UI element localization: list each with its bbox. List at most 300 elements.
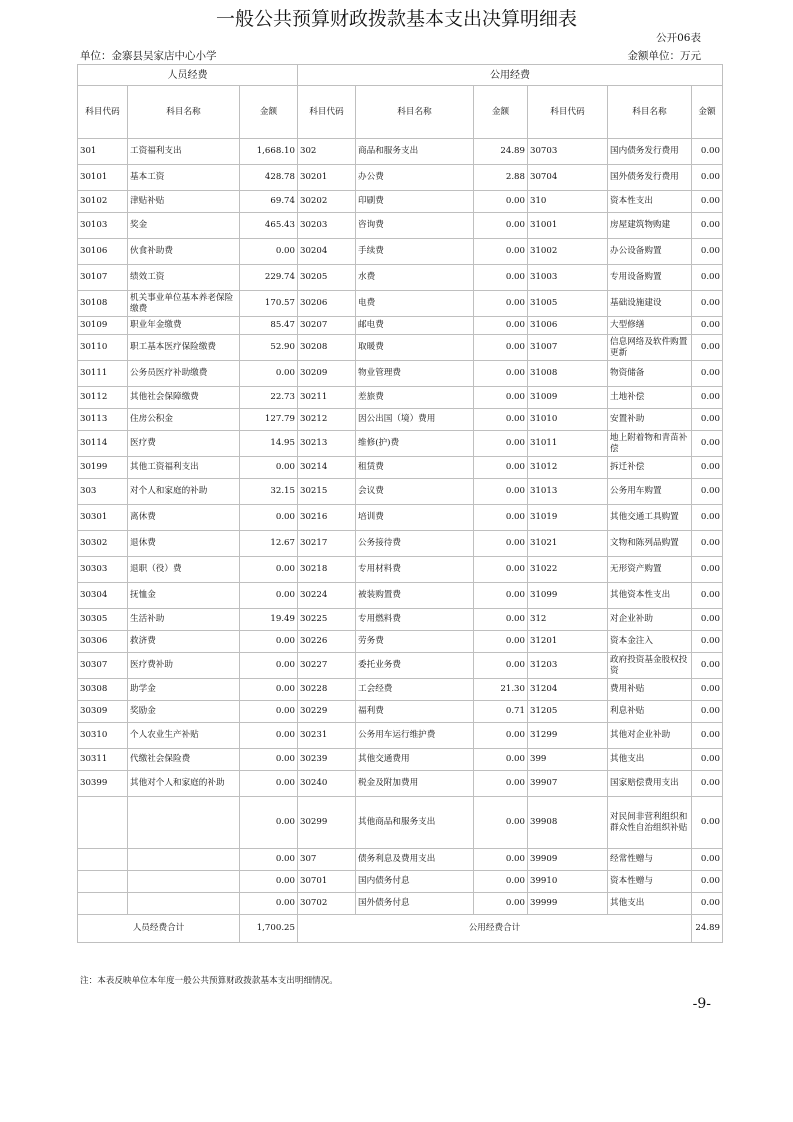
footnote: 注：本表反映单位本年度一般公共预算财政拨款基本支出明细情况。 bbox=[80, 976, 338, 986]
public-amount: 21.30 bbox=[474, 679, 528, 701]
personnel-code: 30306 bbox=[78, 631, 128, 653]
personnel-name: 机关事业单位基本养老保险缴费 bbox=[128, 291, 240, 317]
table-row bbox=[78, 317, 723, 335]
personnel-code: 30302 bbox=[78, 531, 128, 557]
personnel-total-label: 人员经费合计 bbox=[78, 915, 240, 943]
public-code: 30205 bbox=[298, 265, 356, 291]
public-name: 手续费 bbox=[356, 239, 474, 265]
public-code: 30212 bbox=[298, 409, 356, 431]
personnel-amount: 32.15 bbox=[240, 479, 298, 505]
personnel-code: 30305 bbox=[78, 609, 128, 631]
public-code-2: 31003 bbox=[528, 265, 608, 291]
public-name: 会议费 bbox=[356, 479, 474, 505]
public-amount-2: 0.00 bbox=[692, 165, 723, 191]
public-name: 专用燃料费 bbox=[356, 609, 474, 631]
public-name-2: 费用补贴 bbox=[608, 679, 692, 701]
personnel-amount: 127.79 bbox=[240, 409, 298, 431]
table-row bbox=[78, 457, 723, 479]
public-code-2: 31011 bbox=[528, 431, 608, 457]
public-amount-2: 0.00 bbox=[692, 771, 723, 797]
public-name-2: 拆迁补偿 bbox=[608, 457, 692, 479]
public-code-2: 39909 bbox=[528, 849, 608, 871]
public-amount-2: 0.00 bbox=[692, 479, 723, 505]
public-amount: 0.00 bbox=[474, 797, 528, 849]
personnel-amount: 0.00 bbox=[240, 361, 298, 387]
public-name: 公务用车运行维护费 bbox=[356, 723, 474, 749]
personnel-name bbox=[128, 893, 240, 915]
personnel-amount: 85.47 bbox=[240, 317, 298, 335]
personnel-name: 退休费 bbox=[128, 531, 240, 557]
public-name: 印刷费 bbox=[356, 191, 474, 213]
public-code: 30299 bbox=[298, 797, 356, 849]
public-code-2: 31010 bbox=[528, 409, 608, 431]
personnel-amount: 1,668.10 bbox=[240, 139, 298, 165]
public-name: 取暖费 bbox=[356, 335, 474, 361]
personnel-code: 30112 bbox=[78, 387, 128, 409]
public-name-2: 其他支出 bbox=[608, 749, 692, 771]
personnel-amount: 22.73 bbox=[240, 387, 298, 409]
public-name: 公务接待费 bbox=[356, 531, 474, 557]
public-code-2: 31007 bbox=[528, 335, 608, 361]
public-amount-2: 0.00 bbox=[692, 583, 723, 609]
personnel-name: 医疗费补助 bbox=[128, 653, 240, 679]
public-amount: 0.00 bbox=[474, 239, 528, 265]
personnel-name: 奖金 bbox=[128, 213, 240, 239]
public-code: 30202 bbox=[298, 191, 356, 213]
public-code: 30207 bbox=[298, 317, 356, 335]
personnel-name: 职业年金缴费 bbox=[128, 317, 240, 335]
public-code: 30217 bbox=[298, 531, 356, 557]
personnel-name: 住房公积金 bbox=[128, 409, 240, 431]
public-name-2: 资本性赠与 bbox=[608, 871, 692, 893]
personnel-name: 离休费 bbox=[128, 505, 240, 531]
public-code-2: 31099 bbox=[528, 583, 608, 609]
personnel-code: 30311 bbox=[78, 749, 128, 771]
public-name: 福利费 bbox=[356, 701, 474, 723]
public-name: 邮电费 bbox=[356, 317, 474, 335]
public-name: 国内债务付息 bbox=[356, 871, 474, 893]
public-amount-2: 0.00 bbox=[692, 239, 723, 265]
table-row bbox=[78, 213, 723, 239]
public-code: 30227 bbox=[298, 653, 356, 679]
public-name: 水费 bbox=[356, 265, 474, 291]
personnel-code: 30303 bbox=[78, 557, 128, 583]
personnel-code: 30199 bbox=[78, 457, 128, 479]
personnel-name: 公务员医疗补助缴费 bbox=[128, 361, 240, 387]
personnel-name: 伙食补助费 bbox=[128, 239, 240, 265]
table-row bbox=[78, 797, 723, 849]
personnel-code: 30111 bbox=[78, 361, 128, 387]
public-code-2: 31205 bbox=[528, 701, 608, 723]
personnel-name: 生活补助 bbox=[128, 609, 240, 631]
public-amount-2: 0.00 bbox=[692, 387, 723, 409]
public-code: 30229 bbox=[298, 701, 356, 723]
public-code-2: 39999 bbox=[528, 893, 608, 915]
public-name: 电费 bbox=[356, 291, 474, 317]
public-amount-2: 0.00 bbox=[692, 191, 723, 213]
public-name-2: 资本性支出 bbox=[608, 191, 692, 213]
public-code-2: 31019 bbox=[528, 505, 608, 531]
personnel-total-amount: 1,700.25 bbox=[240, 915, 298, 943]
public-amount: 0.00 bbox=[474, 583, 528, 609]
table-row bbox=[78, 139, 723, 165]
personnel-amount: 0.00 bbox=[240, 557, 298, 583]
public-amount: 0.00 bbox=[474, 361, 528, 387]
public-name-2: 其他支出 bbox=[608, 893, 692, 915]
public-code-2: 310 bbox=[528, 191, 608, 213]
public-amount-2: 0.00 bbox=[692, 893, 723, 915]
public-code-2: 31012 bbox=[528, 457, 608, 479]
public-name: 专用材料费 bbox=[356, 557, 474, 583]
table-row bbox=[78, 531, 723, 557]
personnel-code: 30309 bbox=[78, 701, 128, 723]
personnel-amount: 0.00 bbox=[240, 679, 298, 701]
public-code: 30240 bbox=[298, 771, 356, 797]
public-amount: 0.00 bbox=[474, 505, 528, 531]
table-row bbox=[78, 749, 723, 771]
public-name: 差旅费 bbox=[356, 387, 474, 409]
public-name: 其他交通费用 bbox=[356, 749, 474, 771]
public-amount-2: 0.00 bbox=[692, 291, 723, 317]
public-amount: 0.00 bbox=[474, 431, 528, 457]
public-name: 租赁费 bbox=[356, 457, 474, 479]
public-name-2: 国家赔偿费用支出 bbox=[608, 771, 692, 797]
public-code: 30701 bbox=[298, 871, 356, 893]
public-amount: 0.00 bbox=[474, 213, 528, 239]
public-amount-2: 0.00 bbox=[692, 431, 723, 457]
public-code: 30208 bbox=[298, 335, 356, 361]
public-total-label: 公用经费合计 bbox=[298, 915, 692, 943]
public-code-2: 31204 bbox=[528, 679, 608, 701]
public-code: 30224 bbox=[298, 583, 356, 609]
personnel-amount: 0.00 bbox=[240, 893, 298, 915]
public-amount-2: 0.00 bbox=[692, 701, 723, 723]
table-row bbox=[78, 291, 723, 317]
public-name: 税金及附加费用 bbox=[356, 771, 474, 797]
personnel-amount: 0.00 bbox=[240, 505, 298, 531]
public-amount: 0.00 bbox=[474, 771, 528, 797]
table-row bbox=[78, 165, 723, 191]
personnel-code: 30109 bbox=[78, 317, 128, 335]
personnel-name: 退职（役）费 bbox=[128, 557, 240, 583]
personnel-name: 其他对个人和家庭的补助 bbox=[128, 771, 240, 797]
header-amount: 金额 bbox=[240, 86, 298, 139]
public-name-2: 办公设备购置 bbox=[608, 239, 692, 265]
table-row bbox=[78, 679, 723, 701]
personnel-code: 30310 bbox=[78, 723, 128, 749]
personnel-code: 30106 bbox=[78, 239, 128, 265]
public-name: 培训费 bbox=[356, 505, 474, 531]
public-amount: 0.00 bbox=[474, 291, 528, 317]
public-code: 30218 bbox=[298, 557, 356, 583]
public-name: 因公出国（境）费用 bbox=[356, 409, 474, 431]
personnel-amount: 0.00 bbox=[240, 457, 298, 479]
public-name-2: 对企业补助 bbox=[608, 609, 692, 631]
personnel-amount: 465.43 bbox=[240, 213, 298, 239]
personnel-amount: 0.00 bbox=[240, 797, 298, 849]
personnel-amount: 69.74 bbox=[240, 191, 298, 213]
public-amount-2: 0.00 bbox=[692, 723, 723, 749]
personnel-code: 303 bbox=[78, 479, 128, 505]
table-row bbox=[78, 505, 723, 531]
public-name-2: 其他对企业补助 bbox=[608, 723, 692, 749]
table-row bbox=[78, 871, 723, 893]
table-row bbox=[78, 771, 723, 797]
public-code-2: 31013 bbox=[528, 479, 608, 505]
table-row bbox=[78, 431, 723, 457]
personnel-code bbox=[78, 871, 128, 893]
personnel-amount: 170.57 bbox=[240, 291, 298, 317]
table-row bbox=[78, 609, 723, 631]
personnel-amount: 12.67 bbox=[240, 531, 298, 557]
public-name-2: 公务用车购置 bbox=[608, 479, 692, 505]
public-name: 其他商品和服务支出 bbox=[356, 797, 474, 849]
personnel-amount: 0.00 bbox=[240, 723, 298, 749]
public-amount-2: 0.00 bbox=[692, 609, 723, 631]
personnel-code: 30304 bbox=[78, 583, 128, 609]
public-code: 30226 bbox=[298, 631, 356, 653]
personnel-name: 救济费 bbox=[128, 631, 240, 653]
public-name: 被装购置费 bbox=[356, 583, 474, 609]
personnel-code: 30308 bbox=[78, 679, 128, 701]
public-name: 国外债务付息 bbox=[356, 893, 474, 915]
public-amount-2: 0.00 bbox=[692, 213, 723, 239]
public-name-2: 资本金注入 bbox=[608, 631, 692, 653]
public-code: 302 bbox=[298, 139, 356, 165]
personnel-code bbox=[78, 797, 128, 849]
page-number: -9- bbox=[692, 996, 711, 1012]
personnel-name: 医疗费 bbox=[128, 431, 240, 457]
public-code: 30213 bbox=[298, 431, 356, 457]
public-amount-2: 0.00 bbox=[692, 317, 723, 335]
public-amount: 0.00 bbox=[474, 723, 528, 749]
public-amount-2: 0.00 bbox=[692, 457, 723, 479]
public-name: 劳务费 bbox=[356, 631, 474, 653]
personnel-amount: 19.49 bbox=[240, 609, 298, 631]
personnel-code: 30110 bbox=[78, 335, 128, 361]
public-name: 维修(护)费 bbox=[356, 431, 474, 457]
personnel-amount: 52.90 bbox=[240, 335, 298, 361]
public-code-2: 30703 bbox=[528, 139, 608, 165]
personnel-code bbox=[78, 849, 128, 871]
public-name-2: 经常性赠与 bbox=[608, 849, 692, 871]
personnel-name: 职工基本医疗保险缴费 bbox=[128, 335, 240, 361]
personnel-code: 30103 bbox=[78, 213, 128, 239]
personnel-amount: 0.00 bbox=[240, 631, 298, 653]
public-name-2: 物资储备 bbox=[608, 361, 692, 387]
public-name-2: 专用设备购置 bbox=[608, 265, 692, 291]
public-total-amount: 24.89 bbox=[692, 915, 723, 943]
public-code-2: 31006 bbox=[528, 317, 608, 335]
public-code: 30204 bbox=[298, 239, 356, 265]
expenditure-detail-table bbox=[77, 64, 723, 943]
personnel-name: 工资福利支出 bbox=[128, 139, 240, 165]
form-number: 公开06表 bbox=[656, 32, 701, 44]
public-name-2: 国外债务发行费用 bbox=[608, 165, 692, 191]
public-amount: 0.00 bbox=[474, 409, 528, 431]
personnel-name: 基本工资 bbox=[128, 165, 240, 191]
public-name-2: 其他资本性支出 bbox=[608, 583, 692, 609]
public-name-2: 文物和陈列品购置 bbox=[608, 531, 692, 557]
public-amount: 2.88 bbox=[474, 165, 528, 191]
personnel-name bbox=[128, 797, 240, 849]
public-code: 30214 bbox=[298, 457, 356, 479]
public-name-2: 对民间非营利组织和群众性自治组织补贴 bbox=[608, 797, 692, 849]
public-code-2: 31299 bbox=[528, 723, 608, 749]
personnel-amount: 0.00 bbox=[240, 871, 298, 893]
personnel-group-header: 人员经费 bbox=[78, 65, 298, 86]
public-name: 咨询费 bbox=[356, 213, 474, 239]
personnel-amount: 0.00 bbox=[240, 749, 298, 771]
personnel-amount: 0.00 bbox=[240, 653, 298, 679]
public-code-2: 31201 bbox=[528, 631, 608, 653]
public-name: 物业管理费 bbox=[356, 361, 474, 387]
public-amount-2: 0.00 bbox=[692, 139, 723, 165]
public-amount: 0.00 bbox=[474, 893, 528, 915]
public-code-2: 39908 bbox=[528, 797, 608, 849]
public-group-header: 公用经费 bbox=[298, 65, 723, 86]
public-name: 办公费 bbox=[356, 165, 474, 191]
public-amount-2: 0.00 bbox=[692, 797, 723, 849]
public-amount: 0.00 bbox=[474, 631, 528, 653]
header-name: 科目名称 bbox=[128, 86, 240, 139]
public-name: 债务利息及费用支出 bbox=[356, 849, 474, 871]
personnel-amount: 0.00 bbox=[240, 239, 298, 265]
personnel-code: 301 bbox=[78, 139, 128, 165]
public-amount-2: 0.00 bbox=[692, 505, 723, 531]
public-amount: 0.00 bbox=[474, 457, 528, 479]
public-amount: 0.00 bbox=[474, 653, 528, 679]
personnel-code: 30107 bbox=[78, 265, 128, 291]
public-amount: 0.00 bbox=[474, 335, 528, 361]
public-amount: 0.00 bbox=[474, 849, 528, 871]
public-amount-2: 0.00 bbox=[692, 531, 723, 557]
personnel-code: 30114 bbox=[78, 431, 128, 457]
public-code-2: 39907 bbox=[528, 771, 608, 797]
table-row bbox=[78, 557, 723, 583]
personnel-amount: 0.00 bbox=[240, 701, 298, 723]
personnel-name: 对个人和家庭的补助 bbox=[128, 479, 240, 505]
table-row bbox=[78, 653, 723, 679]
public-code: 30228 bbox=[298, 679, 356, 701]
personnel-name: 个人农业生产补贴 bbox=[128, 723, 240, 749]
public-amount-2: 0.00 bbox=[692, 409, 723, 431]
public-code: 30216 bbox=[298, 505, 356, 531]
public-amount: 0.00 bbox=[474, 871, 528, 893]
public-code: 30211 bbox=[298, 387, 356, 409]
personnel-name: 抚恤金 bbox=[128, 583, 240, 609]
public-amount: 0.00 bbox=[474, 557, 528, 583]
public-amount: 0.00 bbox=[474, 387, 528, 409]
public-code-2: 31001 bbox=[528, 213, 608, 239]
personnel-name: 其他工资福利支出 bbox=[128, 457, 240, 479]
header-code: 科目代码 bbox=[298, 86, 356, 139]
public-amount-2: 0.00 bbox=[692, 265, 723, 291]
personnel-name: 绩效工资 bbox=[128, 265, 240, 291]
page-title: 一般公共预算财政拨款基本支出决算明细表 bbox=[215, 8, 577, 30]
table-row bbox=[78, 239, 723, 265]
personnel-code: 30301 bbox=[78, 505, 128, 531]
public-code-2: 31021 bbox=[528, 531, 608, 557]
public-amount-2: 0.00 bbox=[692, 749, 723, 771]
public-amount: 0.00 bbox=[474, 191, 528, 213]
public-name-2: 国内债务发行费用 bbox=[608, 139, 692, 165]
personnel-amount: 0.00 bbox=[240, 583, 298, 609]
public-name-2: 无形资产购置 bbox=[608, 557, 692, 583]
personnel-amount: 428.78 bbox=[240, 165, 298, 191]
header-code: 科目代码 bbox=[528, 86, 608, 139]
table-row bbox=[78, 335, 723, 361]
header-code: 科目代码 bbox=[78, 86, 128, 139]
public-name-2: 政府投资基金股权投资 bbox=[608, 653, 692, 679]
table-row bbox=[78, 893, 723, 915]
public-amount-2: 0.00 bbox=[692, 361, 723, 387]
personnel-amount: 14.95 bbox=[240, 431, 298, 457]
personnel-amount: 229.74 bbox=[240, 265, 298, 291]
personnel-name: 其他社会保障缴费 bbox=[128, 387, 240, 409]
public-name-2: 地上附着物和青苗补偿 bbox=[608, 431, 692, 457]
public-name: 工会经费 bbox=[356, 679, 474, 701]
public-amount: 24.89 bbox=[474, 139, 528, 165]
header-amount: 金额 bbox=[692, 86, 723, 139]
personnel-code: 30307 bbox=[78, 653, 128, 679]
table-row bbox=[78, 701, 723, 723]
public-code-2: 312 bbox=[528, 609, 608, 631]
public-amount-2: 0.00 bbox=[692, 679, 723, 701]
personnel-name: 助学金 bbox=[128, 679, 240, 701]
table-row bbox=[78, 191, 723, 213]
public-code-2: 31008 bbox=[528, 361, 608, 387]
public-code: 30206 bbox=[298, 291, 356, 317]
public-amount-2: 0.00 bbox=[692, 849, 723, 871]
header-name: 科目名称 bbox=[356, 86, 474, 139]
amount-unit-label: 金额单位：万元 bbox=[627, 50, 701, 62]
public-code-2: 31002 bbox=[528, 239, 608, 265]
personnel-code bbox=[78, 893, 128, 915]
public-code: 30702 bbox=[298, 893, 356, 915]
public-code-2: 31009 bbox=[528, 387, 608, 409]
table-row bbox=[78, 849, 723, 871]
public-name-2: 土地补偿 bbox=[608, 387, 692, 409]
table-row bbox=[78, 361, 723, 387]
table-row bbox=[78, 265, 723, 291]
personnel-code: 30101 bbox=[78, 165, 128, 191]
personnel-amount: 0.00 bbox=[240, 771, 298, 797]
public-code: 30201 bbox=[298, 165, 356, 191]
personnel-code: 30399 bbox=[78, 771, 128, 797]
table-row bbox=[78, 583, 723, 609]
public-code: 30215 bbox=[298, 479, 356, 505]
personnel-code: 30108 bbox=[78, 291, 128, 317]
personnel-name bbox=[128, 849, 240, 871]
public-name-2: 信息网络及软件购置更新 bbox=[608, 335, 692, 361]
public-name-2: 房屋建筑物购建 bbox=[608, 213, 692, 239]
personnel-code: 30102 bbox=[78, 191, 128, 213]
public-amount: 0.00 bbox=[474, 265, 528, 291]
public-name: 商品和服务支出 bbox=[356, 139, 474, 165]
public-code-2: 31022 bbox=[528, 557, 608, 583]
personnel-name: 代缴社会保险费 bbox=[128, 749, 240, 771]
header-amount: 金额 bbox=[474, 86, 528, 139]
public-amount: 0.00 bbox=[474, 749, 528, 771]
table-row bbox=[78, 479, 723, 505]
public-code: 30225 bbox=[298, 609, 356, 631]
public-code: 307 bbox=[298, 849, 356, 871]
public-amount: 0.71 bbox=[474, 701, 528, 723]
public-amount-2: 0.00 bbox=[692, 557, 723, 583]
public-amount-2: 0.00 bbox=[692, 631, 723, 653]
public-code-2: 30704 bbox=[528, 165, 608, 191]
